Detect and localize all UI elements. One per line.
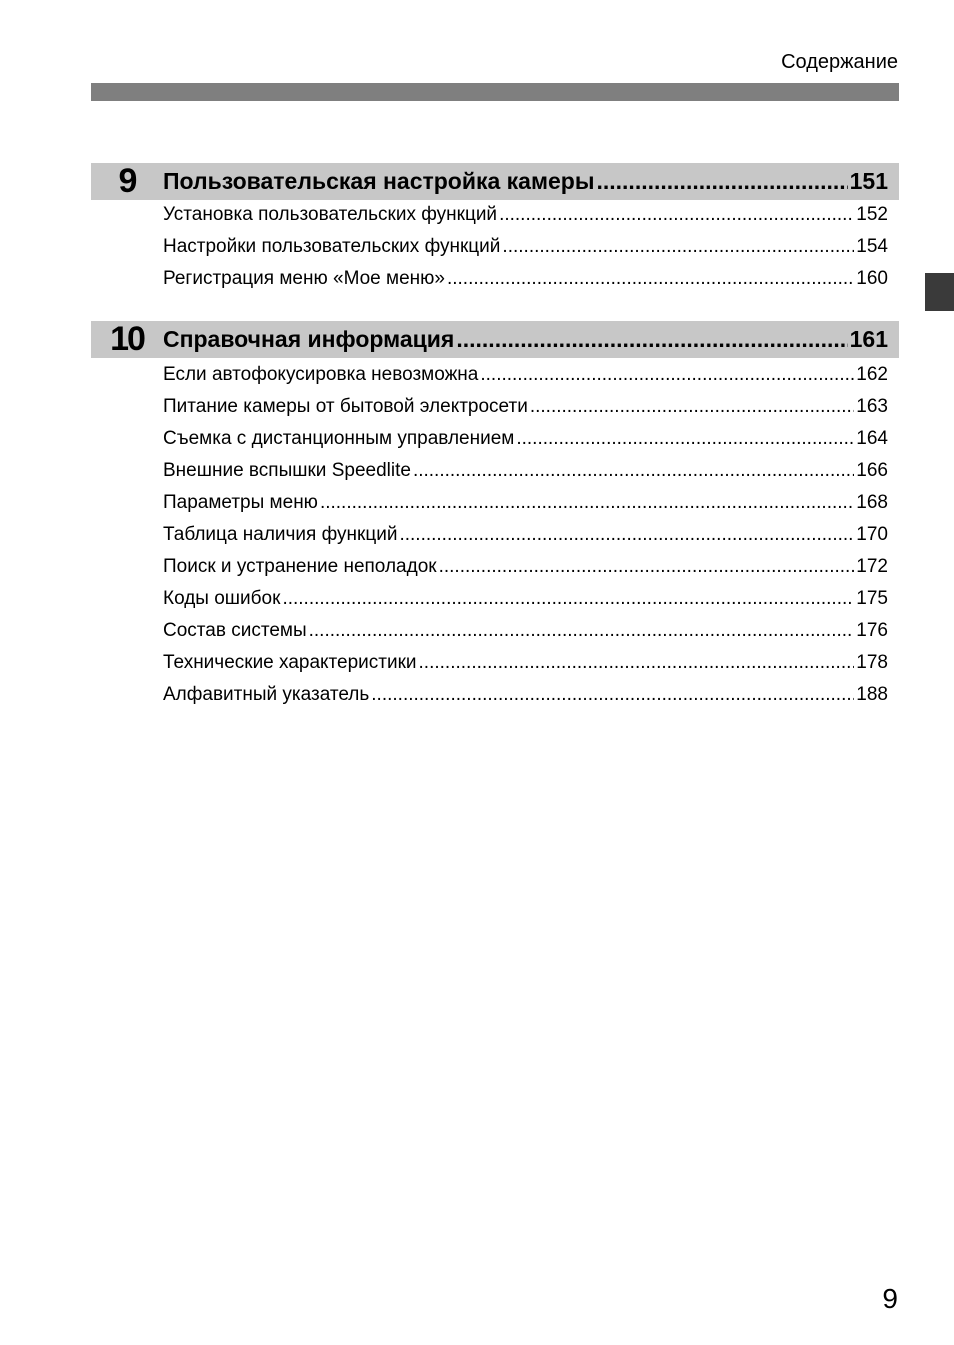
chapter-number: 9 xyxy=(118,162,136,200)
toc-entry[interactable] xyxy=(91,391,899,423)
entry-page: 175 xyxy=(856,588,888,609)
toc-entry[interactable] xyxy=(91,647,899,679)
chapter-title: Справочная информация xyxy=(163,326,455,352)
chapter-title: Пользовательская настройка камеры xyxy=(163,168,595,194)
entry-label: Состав системы xyxy=(163,620,307,641)
entry-page: 188 xyxy=(856,684,888,705)
entry-page: 170 xyxy=(856,524,888,545)
entry-label: Съемка с дистанционным управлением xyxy=(163,428,515,449)
dot-leader xyxy=(320,487,854,519)
entry-page: 162 xyxy=(856,364,888,385)
entry-list xyxy=(91,359,899,711)
entry-label: Таблица наличия функций xyxy=(163,524,398,545)
dot-leader xyxy=(282,583,854,615)
toc-entry[interactable] xyxy=(91,583,899,615)
chapter-page: 161 xyxy=(849,326,888,352)
running-header-title: Содержание xyxy=(781,51,898,73)
entry-label: Регистрация меню «Мое меню» xyxy=(163,268,445,289)
dot-leader xyxy=(309,615,855,647)
entry-page: 160 xyxy=(856,268,888,289)
dot-leader xyxy=(516,423,854,455)
dot-leader xyxy=(413,455,854,487)
entry-page: 163 xyxy=(856,396,888,417)
toc-entry[interactable] xyxy=(91,199,899,231)
toc-entry[interactable] xyxy=(91,231,899,263)
toc-entry[interactable] xyxy=(91,519,899,551)
entry-label: Установка пользовательских функций xyxy=(163,204,498,225)
entry-label: Внешние вспышки Speedlite xyxy=(163,460,411,481)
entry-page: 164 xyxy=(856,428,888,449)
toc-entry[interactable] xyxy=(91,423,899,455)
dot-leader xyxy=(502,231,854,263)
entry-page: 168 xyxy=(856,492,888,513)
toc-entry[interactable] xyxy=(91,263,899,295)
header-bar xyxy=(91,83,899,101)
chapter-10 xyxy=(91,321,899,711)
dot-leader xyxy=(480,359,854,391)
entry-label: Параметры меню xyxy=(163,492,318,513)
entry-label: Алфавитный указатель xyxy=(163,684,370,705)
dot-leader xyxy=(456,321,847,358)
dot-leader xyxy=(499,199,854,231)
entry-label: Технические характеристики xyxy=(163,652,417,673)
chapter-title-line xyxy=(163,321,888,358)
chapter-9 xyxy=(91,163,899,295)
toc-entry[interactable] xyxy=(91,615,899,647)
entry-page: 166 xyxy=(856,460,888,481)
chapter-heading[interactable] xyxy=(91,321,899,358)
dot-leader xyxy=(371,679,854,711)
entry-list xyxy=(91,199,899,295)
entry-page: 172 xyxy=(856,556,888,577)
entry-label: Настройки пользовательских функций xyxy=(163,236,501,257)
dot-leader xyxy=(447,263,854,295)
page-number: 9 xyxy=(882,1283,898,1314)
entry-label: Коды ошибок xyxy=(163,588,281,609)
dot-leader xyxy=(419,647,855,679)
chapter-heading[interactable] xyxy=(91,163,899,200)
entry-page: 176 xyxy=(856,620,888,641)
toc-entry[interactable] xyxy=(91,679,899,711)
toc-entry[interactable] xyxy=(91,455,899,487)
entry-page: 154 xyxy=(856,236,888,257)
chapter-number: 10 xyxy=(110,320,144,358)
chapter-page: 151 xyxy=(849,168,888,194)
entry-label: Поиск и устранение неполадок xyxy=(163,556,437,577)
entry-page: 178 xyxy=(856,652,888,673)
toc-entry[interactable] xyxy=(91,359,899,391)
dot-leader xyxy=(399,519,854,551)
entry-label: Питание камеры от бытовой электросети xyxy=(163,396,528,417)
dot-leader xyxy=(530,391,854,423)
toc-entry[interactable] xyxy=(91,551,899,583)
toc-entry[interactable] xyxy=(91,487,899,519)
dot-leader xyxy=(439,551,855,583)
dot-leader xyxy=(596,163,847,200)
entry-label: Если автофокусировка невозможна xyxy=(163,364,479,385)
entry-page: 152 xyxy=(856,204,888,225)
chapter-side-tab xyxy=(925,273,954,311)
chapter-title-line xyxy=(163,163,888,200)
